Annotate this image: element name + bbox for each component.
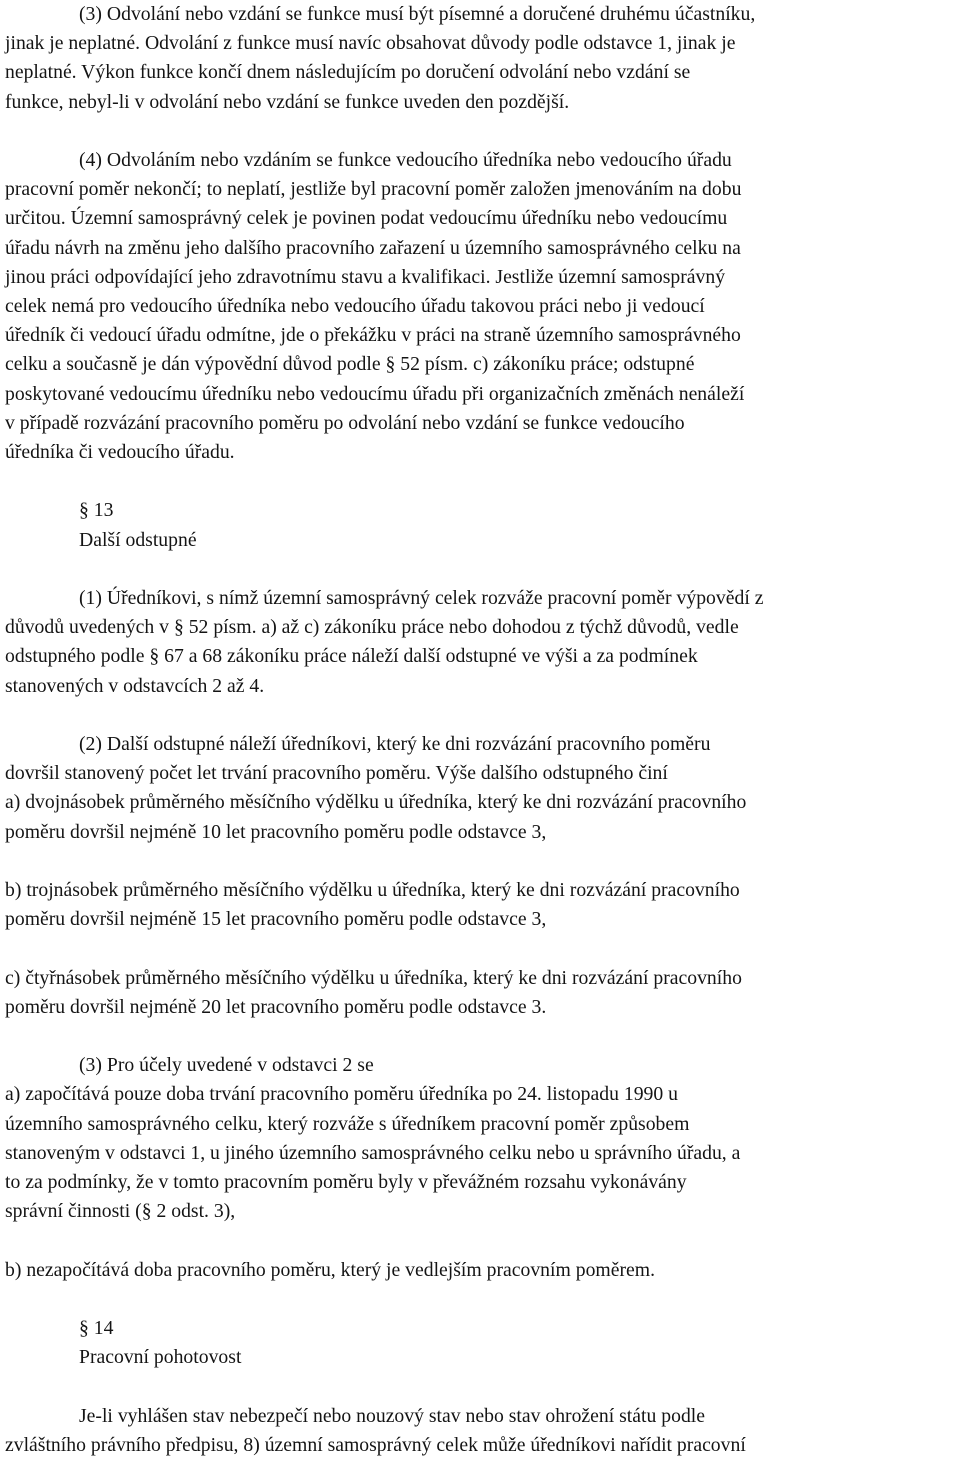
section-number: § 13	[79, 499, 114, 522]
list-item-c: c) čtyřnásobek průměrného měsíčního výdělku u úředníka, který ke dni rozvázání pracovního	[5, 966, 742, 989]
text-line: úředník či vedoucí úřadu odmítne, jde o překážku v práci na straně územního samosprávného	[5, 324, 741, 347]
text-line: úřadu návrh na změnu jeho dalšího pracovního zařazení u územního samosprávného celku na	[5, 236, 741, 259]
text-line: funkce, nebyl-li v odvolání nebo vzdání se funkce uveden den pozdější.	[5, 90, 570, 113]
list-item-b: b) nezapočítává doba pracovního poměru, který je vedlejším pracovním poměrem.	[5, 1258, 656, 1281]
text-line: jinak je neplatné. Odvolání z funkce musí navíc obsahovat důvody podle odstavce 1, jinak je	[5, 32, 736, 55]
text-line: dovršil stanovený počet let trvání pracovního poměru. Výše dalšího odstupného činí	[5, 762, 668, 785]
text-line: (1) Úředníkovi, s nímž územní samosprávný celek rozváže pracovní poměr výpovědí z	[79, 587, 764, 610]
text-line: důvodů uvedených v § 52 písm. a) až c) zákoníku práce nebo dohodou z týchž důvodů, vedle	[5, 616, 739, 639]
text-line: zvláštního právního předpisu, 8) územní samosprávný celek může úředníkovi nařídit pracovní	[5, 1433, 746, 1456]
text-line: (2) Další odstupné náleží úředníkovi, který ke dni rozvázání pracovního poměru	[79, 733, 711, 756]
text-line: to za podmínky, že v tomto pracovním poměru byly v převážném rozsahu vykonávány	[5, 1171, 687, 1194]
section-title: Další odstupné	[79, 528, 197, 551]
list-item-a: a) dvojnásobek průměrného měsíčního výdělku u úředníka, který ke dni rozvázání pracovního	[5, 791, 747, 814]
text-line: (3) Pro účely uvedené v odstavci 2 se	[79, 1054, 374, 1077]
text-line: správní činnosti (§ 2 odst. 3),	[5, 1200, 236, 1223]
text-line: určitou. Územní samosprávný celek je povinen podat vedoucímu úředníku nebo vedoucímu	[5, 207, 728, 230]
paragraph-4	[5, 146, 960, 467]
text-line: stanoveným v odstavci 1, u jiného územního samosprávného celku nebo u správního úřadu, a	[5, 1141, 741, 1164]
text-line: stanovených v odstavcích 2 až 4.	[5, 674, 265, 697]
section-14-heading	[5, 1314, 960, 1372]
text-line: (4) Odvoláním nebo vzdáním se funkce vedoucího úředníka nebo vedoucího úřadu	[79, 149, 732, 171]
text-line: v případě rozvázání pracovního poměru po odvolání nebo vzdání se funkce vedoucího	[5, 411, 685, 434]
text-line: celek nemá pro vedoucího úředníka nebo vedoucího úřadu takovou práci nebo ji vedoucí	[5, 295, 705, 318]
text-line: poměru dovršil nejméně 10 let pracovního poměru podle odstavce 3,	[5, 820, 547, 843]
document-page	[5, 0, 960, 1460]
text-line: poměru dovršil nejméně 20 let pracovního poměru podle odstavce 3.	[5, 995, 547, 1018]
text-line: celku a současně je dán výpovědní důvod podle § 52 písm. c) zákoníku práce; odstupné	[5, 353, 695, 376]
text-line: (3) Odvolání nebo vzdání se funkce musí být písemné a doručené druhému účastníku,	[79, 3, 756, 25]
paragraph-1	[5, 584, 960, 701]
text-line: jinou práci odpovídající jeho zdravotnímu stavu a kvalifikaci. Jestliže územní samosprávný	[5, 265, 726, 288]
list-item-b: b) trojnásobek průměrného měsíčního výdělku u úředníka, který ke dni rozvázání pracovního	[5, 879, 740, 902]
paragraph-1	[5, 1402, 960, 1460]
paragraph-3	[5, 0, 960, 117]
section-number: § 14	[79, 1317, 114, 1339]
text-line: úředníka či vedoucího úřadu.	[5, 441, 235, 464]
text-line: Je-li vyhlášen stav nebezpečí nebo nouzový stav nebo stav ohrožení státu podle	[79, 1404, 705, 1427]
text-line: odstupného podle § 67 a 68 zákoníku práce náleží další odstupné ve výši a za podmínek	[5, 645, 698, 668]
text-line: pracovní poměr nekončí; to neplatí, jestliže byl pracovní poměr založen jmenováním na dobu	[5, 178, 742, 201]
list-item-a: a) započítává pouze doba trvání pracovního poměru úředníka po 24. listopadu 1990 u	[5, 1083, 678, 1106]
paragraph-2	[5, 730, 960, 1022]
paragraph-3	[5, 1051, 960, 1285]
text-line: územního samosprávného celku, který rozváže s úředníkem pracovní poměr způsobem	[5, 1112, 690, 1135]
section-13-heading	[5, 496, 960, 554]
text-line: poskytované vedoucímu úředníku nebo vedoucímu úřadu při organizačních změnách nenáleží	[5, 382, 745, 405]
text-line: poměru dovršil nejméně 15 let pracovního poměru podle odstavce 3,	[5, 908, 547, 931]
section-title: Pracovní pohotovost	[79, 1346, 242, 1369]
text-line: neplatné. Výkon funkce končí dnem následujícím po doručení odvolání nebo vzdání se	[5, 61, 691, 84]
